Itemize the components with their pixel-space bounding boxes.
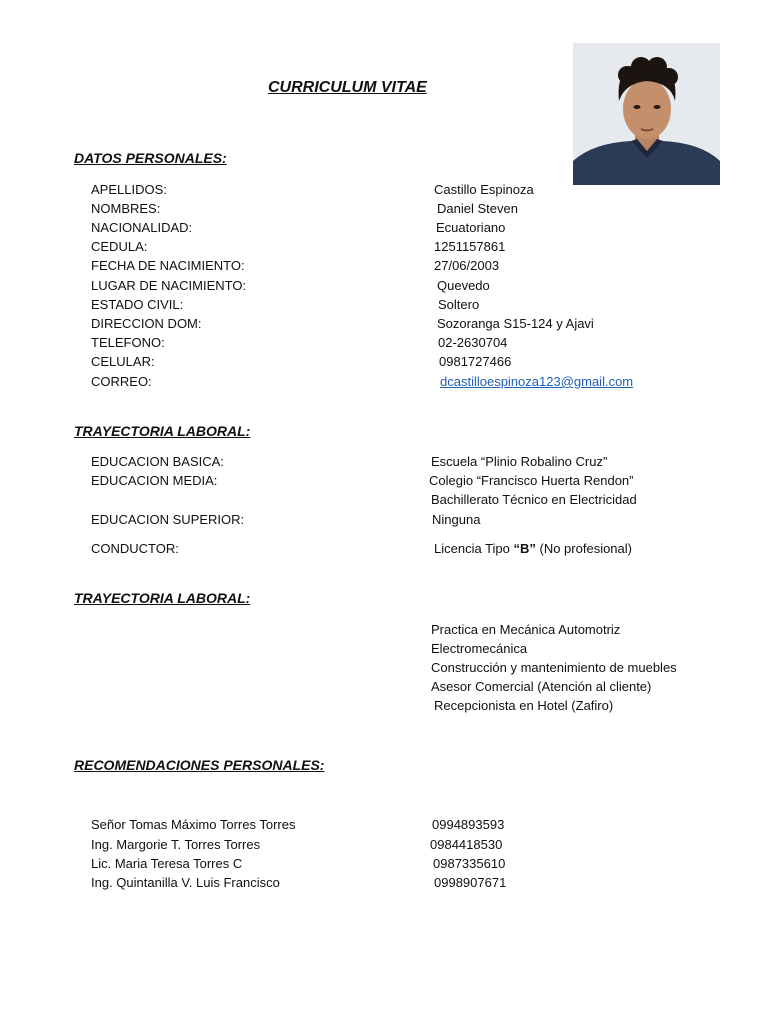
job-text: Recepcionista en Hotel (Zafiro) [434, 698, 614, 713]
field-value: Colegio “Francisco Huerta Rendon” [429, 473, 634, 488]
job-text: Electromecánica [431, 641, 528, 656]
personal-row-celular [0, 354, 768, 373]
field-value: Daniel Steven [437, 201, 518, 216]
field-value: Bachillerato Técnico en Electricidad [431, 492, 637, 507]
field-value: Soltero [438, 297, 480, 312]
reference-name: Señor Tomas Máximo Torres Torres [91, 817, 296, 832]
job-text: Practica en Mecánica Automotriz [431, 622, 621, 637]
profile-photo [573, 43, 720, 185]
personal-row-apellidos [0, 182, 768, 201]
license-text-pre: Licencia Tipo [434, 541, 514, 556]
personal-row-estado-civil [0, 297, 768, 316]
license-type: “B” [513, 541, 536, 556]
personal-row-correo [0, 374, 768, 393]
field-value: 1251157861 [434, 239, 506, 254]
field-value: Castillo Espinoza [434, 182, 534, 197]
section-educacion-heading: TRAYECTORIA LABORAL: [74, 423, 251, 439]
field-label: EDUCACION BASICA: [91, 454, 224, 469]
section-trayectoria-heading: TRAYECTORIA LABORAL: [74, 590, 251, 606]
personal-row-nacionalidad [0, 220, 768, 239]
license-text-post: (No profesional) [535, 541, 632, 556]
education-row-superior [0, 512, 768, 531]
reference-row [0, 817, 768, 836]
field-label: DIRECCION DOM: [91, 316, 202, 331]
personal-row-fecha-nacimiento [0, 258, 768, 277]
reference-phone: 0994893593 [432, 817, 505, 832]
job-text: Construcción y mantenimiento de muebles [431, 660, 677, 675]
personal-row-nombres [0, 201, 768, 220]
field-value: 27/06/2003 [434, 258, 500, 273]
field-label: EDUCACION SUPERIOR: [91, 512, 245, 527]
field-label: NOMBRES: [91, 201, 161, 216]
field-label: CORREO: [91, 374, 152, 389]
field-value: Quevedo [437, 278, 490, 293]
reference-name: Ing. Margorie T. Torres Torres [91, 837, 261, 852]
reference-row [0, 837, 768, 856]
field-value: 02-2630704 [438, 335, 508, 350]
education-row-media [0, 473, 768, 492]
field-label: TELEFONO: [91, 335, 165, 350]
document-title: CURRICULUM VITAE [268, 79, 427, 96]
education-row-conductor [0, 541, 768, 560]
personal-row-cedula [0, 239, 768, 258]
personal-row-direccion [0, 316, 768, 335]
field-value: 0981727466 [439, 354, 512, 369]
email-link[interactable]: dcastilloespinoza123@gmail.com [440, 374, 634, 389]
reference-phone: 0987335610 [433, 856, 506, 871]
field-label: CELULAR: [91, 354, 155, 369]
job-item [0, 641, 768, 660]
field-label: LUGAR DE NACIMIENTO: [91, 278, 247, 293]
field-label: NACIONALIDAD: [91, 220, 193, 235]
field-value: Escuela “Plinio Robalino Cruz” [431, 454, 608, 469]
field-label: EDUCACION MEDIA: [91, 473, 218, 488]
field-label: APELLIDOS: [91, 182, 167, 197]
field-label: FECHA DE NACIMIENTO: [91, 258, 245, 273]
job-item [0, 698, 768, 717]
section-recomendaciones-heading: RECOMENDACIONES PERSONALES: [74, 757, 325, 773]
reference-name: Ing. Quintanilla V. Luis Francisco [91, 875, 280, 890]
reference-phone: 0984418530 [430, 837, 503, 852]
reference-phone: 0998907671 [434, 875, 507, 890]
job-text: Asesor Comercial (Atención al cliente) [431, 679, 652, 694]
personal-row-telefono [0, 335, 768, 354]
reference-name: Lic. Maria Teresa Torres C [91, 856, 243, 871]
job-item [0, 679, 768, 698]
field-value: Sozoranga S15-124 y Ajavi [437, 316, 594, 331]
job-item [0, 622, 768, 641]
field-value: Ninguna [432, 512, 481, 527]
reference-row [0, 856, 768, 875]
section-datos-personales-heading: DATOS PERSONALES: [74, 150, 227, 166]
field-label: ESTADO CIVIL: [91, 297, 184, 312]
personal-row-lugar-nacimiento [0, 278, 768, 297]
job-item [0, 660, 768, 679]
field-label: CONDUCTOR: [91, 541, 179, 556]
field-value: Ecuatoriano [436, 220, 506, 235]
field-label: CEDULA: [91, 239, 148, 254]
education-row-media-detail [0, 492, 768, 511]
education-row-basica [0, 454, 768, 473]
reference-row [0, 875, 768, 894]
field-value [434, 541, 632, 556]
